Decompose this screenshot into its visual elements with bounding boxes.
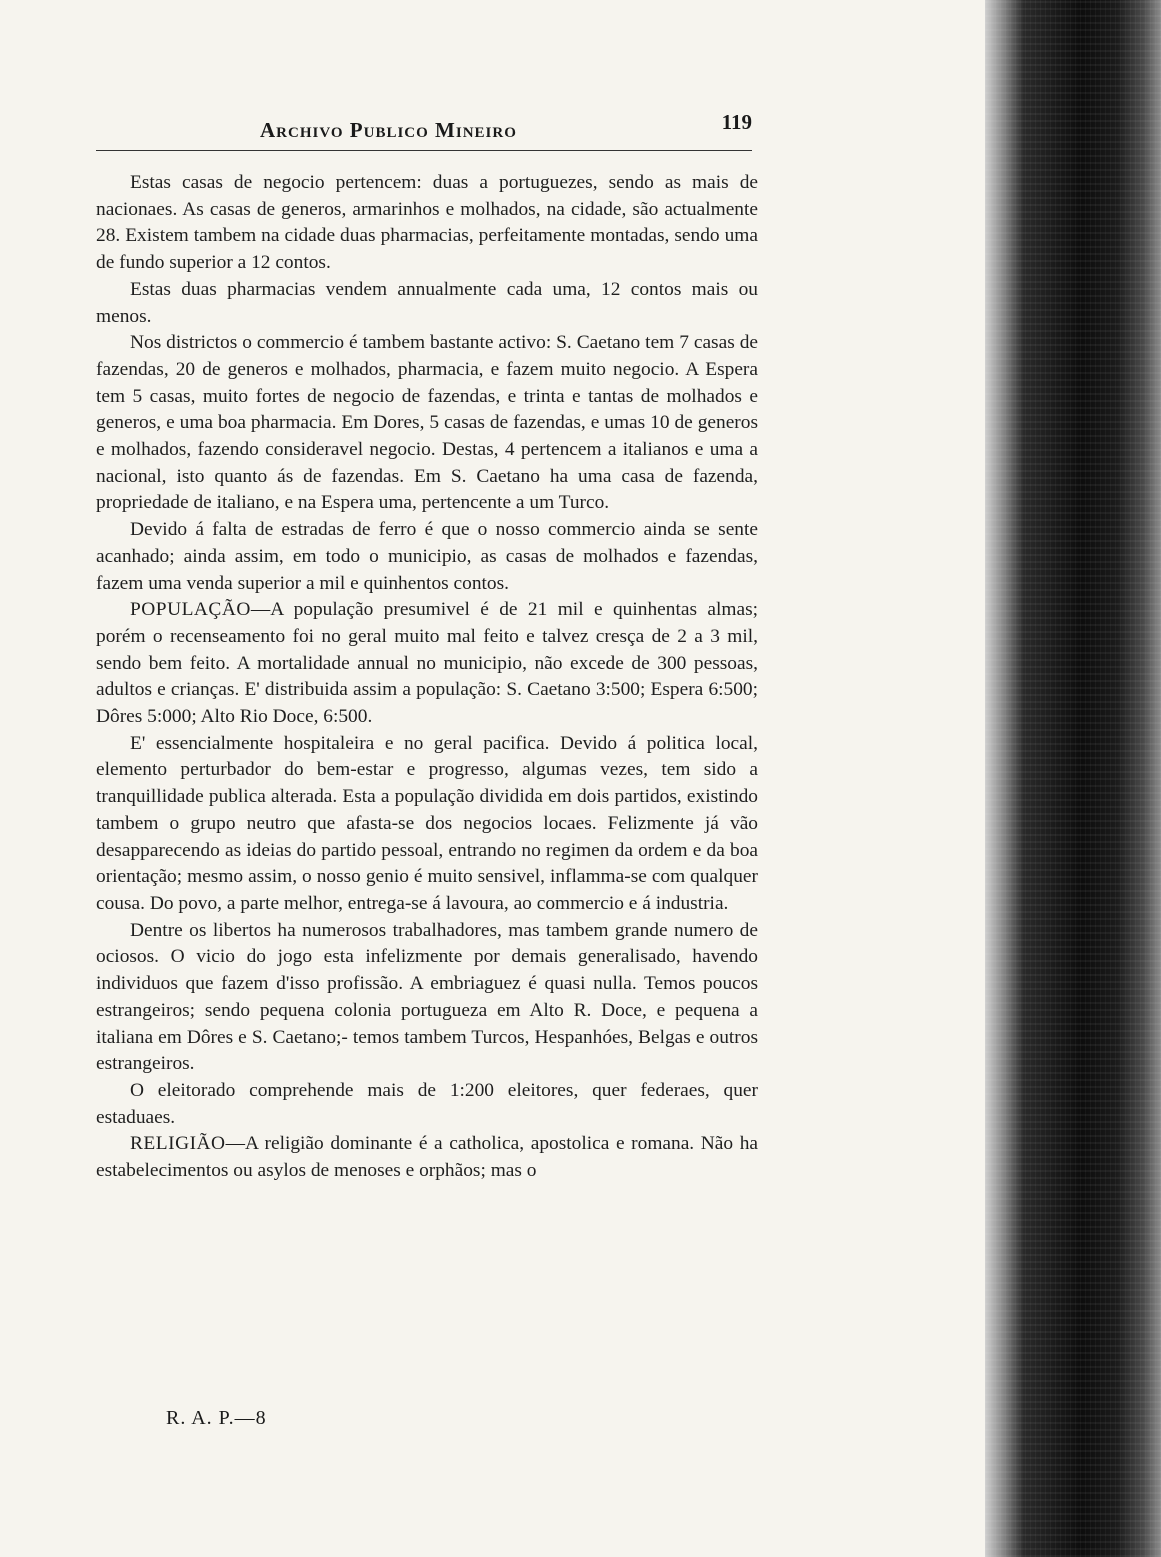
paragraph-8: O eleitorado comprehende mais de 1:200 eleitores, quer federaes, quer estaduaes.	[96, 1079, 758, 1128]
body-text	[96, 170, 758, 1185]
paragraph-3: Nos districtos o commercio é tambem bastante activo: S. Caetano tem 7 casas de fazendas, 20 de generos e molhados, pharmacia, e fazem muito negocio. A Espera tem 5 casas, muito fortes de negocio de fazendas, e trinta e tantas de molhados e generos, e uma boa pharmacia. Em Dores, 5 casas de fazendas, e umas 10 de generos e molhados, fazendo consideravel negocio. Destas, 4 pertencem a italianos e uma a nacional, isto quanto ás de fazendas. Em S. Caetano ha uma casa de fazenda, propriedade de italiano, e na Espera uma, pertencente a um Turco.	[96, 332, 758, 514]
paragraph-2: Estas duas pharmacias vendem annualmente cada uma, 12 contos mais ou menos.	[96, 278, 758, 327]
paragraph-1: Estas casas de negocio pertencem: duas a portuguezes, sendo as mais de nacionaes. As casas de generos, armarinhos e molhados, na cidade, são actualmente 28. Existem tambem na cidade duas pharmacias, perfeitamente montadas, sendo uma de fundo superior a 12 contos.	[96, 172, 758, 274]
paragraph-7: Dentre os libertos ha numerosos trabalhadores, mas tambem grande numero de ociosos. O vicio do jogo esta infelizmente por demais generalisado, havendo individuos que fazem d'isso profissão. A embriaguez é quasi nulla. Temos poucos estrangeiros; sendo pequena colonia portugueza em Alto R. Doce, e pequena a italiana em Dôres e S. Caetano;- temos tambem Turcos, Hespanhóes, Belgas e outros estrangeiros.	[96, 919, 758, 1075]
book-gutter-shadow	[985, 0, 1161, 1557]
printer-signature: R. A. P.—8	[166, 1407, 267, 1429]
paragraph-4: Devido á falta de estradas de ferro é que o nosso commercio ainda se sente acanhado; ainda assim, em todo o municipio, as casas de molhados e fazendas, fazem uma venda superior a mil e quinhentos contos.	[96, 519, 758, 594]
page-header	[96, 108, 752, 151]
page-number: 119	[721, 110, 752, 134]
paragraph-populacao: POPULAÇÃO—A população presumivel é de 21 mil e quinhentas almas; porém o recenseamento foi no geral muito mal feito e talvez cresça de 2 a 3 mil, sendo bem feito. A mortalidade annual no municipio, não excede de 300 pessoas, adultos e crianças. E' distribuida assim a população: S. Caetano 3:500; Espera 6:500; Dôres 5:000; Alto Rio Doce, 6:500.	[96, 599, 758, 728]
running-head: Archivo Publico Mineiro	[260, 118, 517, 142]
paragraph-religiao: RELIGIÃO—A religião dominante é a catholica, apostolica e romana. Não ha estabelecimentos ou asylos de menoses e orphãos; mas o	[96, 1133, 758, 1182]
section-lead-populacao: POPULAÇÃO	[130, 599, 251, 621]
paragraph-6: E' essencialmente hospitaleira e no geral pacifica. Devido á politica local, elemento perturbador do bem-estar e progresso, algumas vezes, tem sido a tranquillidade publica alterada. Esta a população dividida em dois partidos, existindo tambem o grupo neutro que afasta-se dos negocios locaes. Felizmente já vão desapparecendo as ideias do partido pessoal, entrando no regimen da ordem e da boa orientação; mesmo assim, o nosso genio é muito sensivel, inflamma-se com qualquer cousa. Do povo, a parte melhor, entrega-se á lavoura, ao commercio e á industria.	[96, 732, 758, 914]
section-lead-religiao: RELIGIÃO	[130, 1133, 226, 1155]
